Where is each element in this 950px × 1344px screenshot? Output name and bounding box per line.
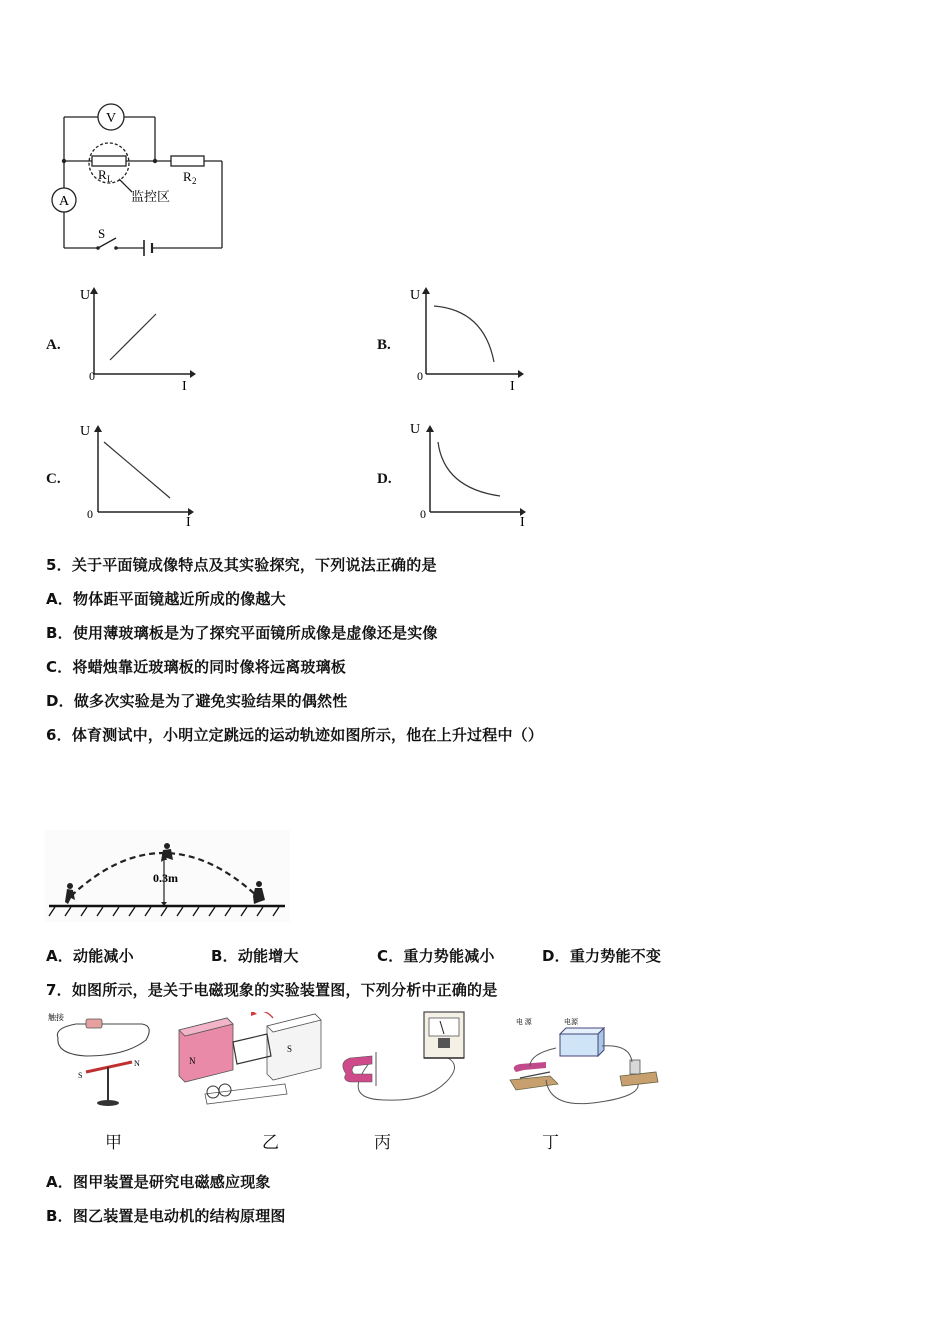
option-c-letter: C. xyxy=(46,471,61,487)
graph-d xyxy=(408,418,533,528)
graph-c-y-label: U xyxy=(80,424,91,439)
figure-ding xyxy=(490,1010,670,1110)
figure-bing xyxy=(336,1010,476,1110)
option-b-letter: B. xyxy=(377,337,391,353)
rl-sub: L xyxy=(107,174,113,184)
r2-sub: 2 xyxy=(192,176,197,186)
graph-d-y-label: U xyxy=(410,422,421,437)
ding-side-label: 电 源 xyxy=(516,1018,532,1026)
option-d-letter: D. xyxy=(377,471,392,487)
yi-s-label: S xyxy=(287,1044,293,1054)
q6-option-a: A．动能减小 xyxy=(46,947,134,965)
figure-jia xyxy=(46,1010,166,1110)
rl-label: R xyxy=(98,167,107,182)
q5-option-a: A．物体距平面镜越近所成的像越大 xyxy=(46,590,286,608)
graph-b-y-label: U xyxy=(410,288,421,303)
q5-stem: 5．关于平面镜成像特点及其实验探究，下列说法正确的是 xyxy=(46,556,437,574)
jia-top-label: 触接 xyxy=(48,1013,64,1022)
height-label: 0.3m xyxy=(153,871,178,885)
caption-bing: 丙 xyxy=(374,1133,391,1153)
q6-stem: 6．体育测试中，小明立定跳远的运动轨迹如图所示，他在上升过程中（） xyxy=(46,726,544,744)
caption-jia: 甲 xyxy=(105,1133,122,1153)
q7-option-b: B．图乙装置是电动机的结构原理图 xyxy=(46,1207,286,1225)
jia-s-label: S xyxy=(78,1071,83,1080)
long-jump-figure xyxy=(45,830,290,922)
graph-c-x-label: I xyxy=(186,515,191,528)
graph-d-origin: 0 xyxy=(420,507,426,521)
switch-label: S xyxy=(98,226,106,241)
q7-option-a: A．图甲装置是研究电磁感应现象 xyxy=(46,1173,271,1191)
r2-label: R xyxy=(183,169,192,184)
q6-option-b: B．动能增大 xyxy=(211,947,299,965)
graph-a-origin: 0 xyxy=(89,369,95,383)
q6-option-d: D．重力势能不变 xyxy=(542,947,662,965)
jia-n-label: N xyxy=(134,1059,140,1068)
graph-b-x-label: I xyxy=(510,379,515,392)
q5-option-b: B．使用薄玻璃板是为了探究平面镜所成像是虚像还是实像 xyxy=(46,624,438,642)
yi-n-label: N xyxy=(189,1056,196,1066)
graph-a-y-label: U xyxy=(80,288,91,303)
graph-a xyxy=(78,282,198,392)
ammeter-label: A xyxy=(58,194,70,209)
graph-c xyxy=(78,418,198,528)
ding-power-label: 电源 xyxy=(564,1018,578,1026)
graph-d-x-label: I xyxy=(520,515,525,528)
q5-option-d: D．做多次实验是为了避免实验结果的偶然性 xyxy=(46,692,348,710)
option-a-letter: A. xyxy=(46,337,61,353)
q6-option-c: C．重力势能减小 xyxy=(377,947,495,965)
circuit-diagram xyxy=(40,95,240,260)
graph-a-x-label: I xyxy=(182,379,187,392)
q7-stem: 7．如图所示，是关于电磁现象的实验装置图，下列分析中正确的是 xyxy=(46,981,498,999)
graph-b-origin: 0 xyxy=(417,369,423,383)
voltmeter-label: V xyxy=(105,111,117,126)
caption-ding: 丁 xyxy=(542,1133,559,1153)
q5-option-c: C．将蜡烛靠近玻璃板的同时像将远离玻璃板 xyxy=(46,658,347,676)
monitor-zone-label: 监控区 xyxy=(131,189,171,204)
graph-b xyxy=(408,282,528,392)
figure-yi xyxy=(175,1012,325,1110)
caption-yi: 乙 xyxy=(262,1133,279,1153)
graph-c-origin: 0 xyxy=(87,507,93,521)
